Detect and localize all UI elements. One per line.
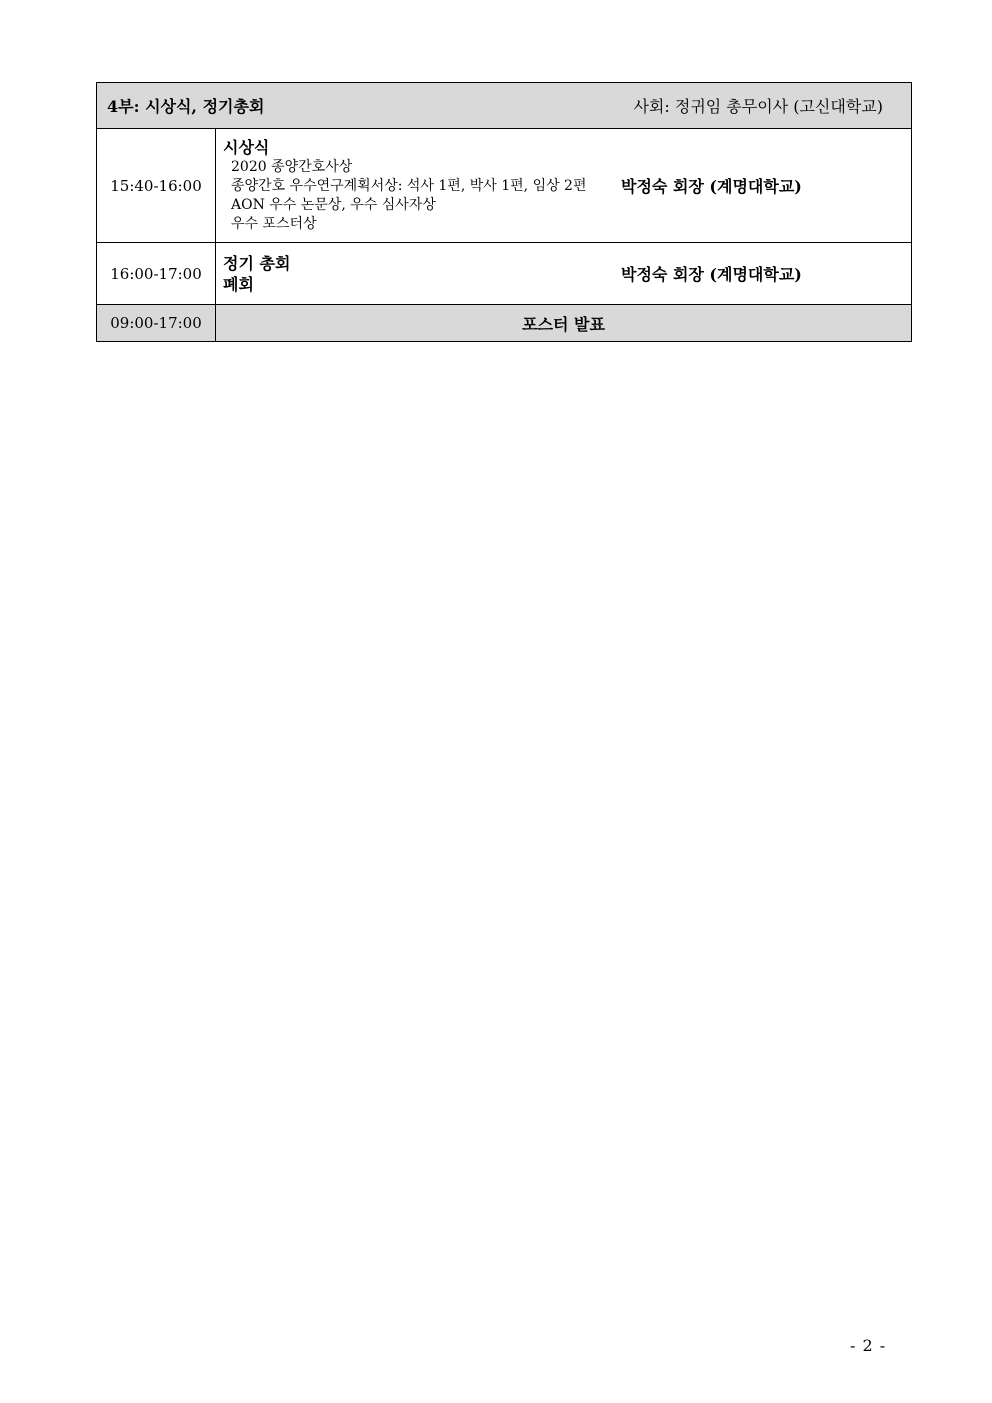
sub-item: AON 우수 논문상, 우수 심사자상 bbox=[231, 197, 436, 213]
item-title: 폐회 bbox=[223, 274, 254, 294]
program-details bbox=[223, 253, 621, 295]
sub-item: 우수 포스터상 bbox=[231, 216, 317, 232]
session-title: 4부: 시상식, 정기총회 bbox=[107, 97, 265, 116]
program-details bbox=[223, 137, 621, 234]
poster-label: 포스터 발표 bbox=[522, 314, 605, 334]
time-cell: 15:40-16:00 bbox=[97, 129, 216, 242]
page-number: - 2 - bbox=[850, 1336, 887, 1355]
time-cell: 16:00-17:00 bbox=[97, 243, 216, 304]
content-cell bbox=[216, 129, 911, 242]
item-title: 시상식 bbox=[223, 138, 270, 157]
session-header bbox=[97, 83, 911, 128]
presenter: 박정숙 회장 (계명대학교) bbox=[621, 177, 802, 196]
table-row-general-meeting bbox=[97, 242, 911, 304]
table-row-poster bbox=[97, 304, 911, 341]
content-cell bbox=[216, 243, 911, 304]
table-row-ceremony bbox=[97, 128, 911, 242]
schedule-table bbox=[96, 82, 912, 342]
presenter: 박정숙 회장 (계명대학교) bbox=[621, 265, 802, 284]
session-host: 사회: 정귀임 총무이사 (고신대학교) bbox=[633, 97, 883, 116]
time-cell: 09:00-17:00 bbox=[97, 305, 216, 341]
item-title: 정기 총회 bbox=[223, 253, 291, 273]
sub-item: 종양간호 우수연구계획서상: 석사 1편, 박사 1편, 임상 2편 bbox=[231, 178, 587, 194]
sub-item: 2020 종양간호사상 bbox=[231, 159, 353, 175]
